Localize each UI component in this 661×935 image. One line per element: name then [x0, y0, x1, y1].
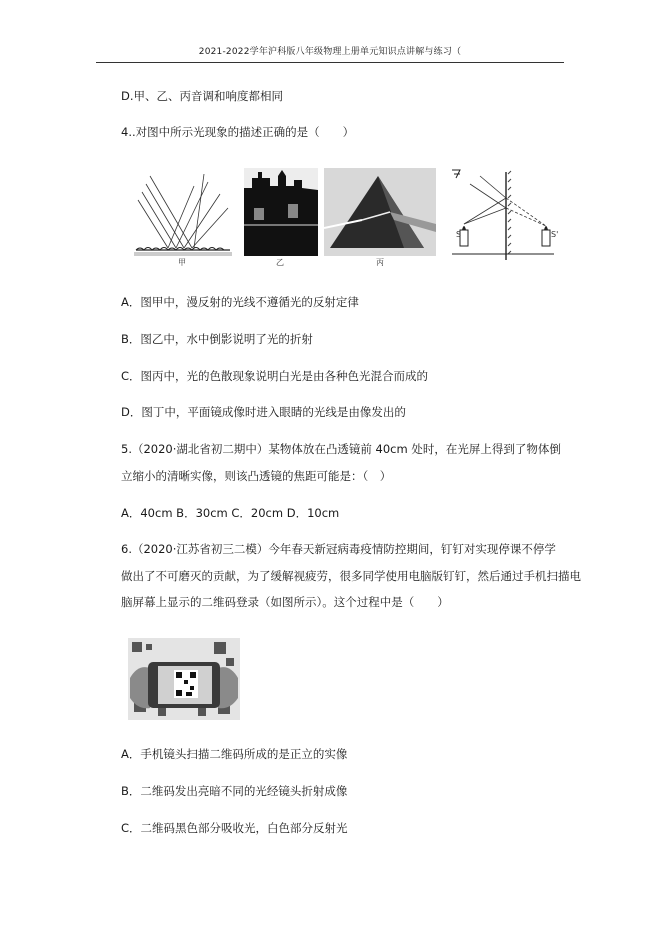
option-b-q4: B．图乙中，水中倒影说明了光的折射	[121, 332, 313, 346]
option-a-q6: A．手机镜头扫描二维码所成的是正立的实像	[121, 747, 348, 761]
light-phenomena-figure	[128, 168, 568, 268]
question-6-line-1: 6.（2020·江苏省初三二模）今年春天新冠病毒疫情防控期间，钉钉对实现停课不停学	[121, 542, 556, 556]
caption-bing: 丙	[376, 258, 384, 267]
water-reflection-figure	[244, 168, 318, 256]
question-6-line-2: 做出了不可磨灭的贡献，为了缓解视疲劳，很多同学使用电脑版钉钉，然后通过手机扫描电	[121, 569, 581, 583]
option-d-q4: D．图丁中，平面镜成像时进入眼睛的光线是由像发出的	[121, 405, 406, 419]
plane-mirror-figure	[450, 168, 559, 264]
option-b-q6: B．二维码发出亮暗不同的光经镜头折射成像	[121, 784, 348, 798]
question-6-line-3: 脑屏幕上显示的二维码登录（如图所示）。这个过程中是（ ）	[121, 595, 449, 609]
option-a-q4: A．图甲中，漫反射的光线不遵循光的反射定律	[121, 295, 359, 309]
page-header: 2021-2022学年沪科版八年级物理上册单元知识点讲解与练习（	[198, 47, 462, 57]
option-c-q4: C．图丙中，光的色散现象说明白光是由各种色光混合而成的	[121, 369, 429, 383]
phone-scanning-qr-photo	[128, 638, 240, 720]
question-5-line-2: 立缩小的清晰实像，则该凸透镜的焦距可能是：（ ）	[121, 469, 392, 483]
diffuse-reflection-figure	[134, 168, 232, 264]
question-5-line-1: 5.（2020·湖北省初二期中）某物体放在凸透镜前 40cm 处时，在光屏上得到了物体倒	[121, 442, 561, 456]
option-d-q3: D.甲、乙、丙音调和响度都相同	[121, 89, 284, 103]
question-4: 4..对图中所示光现象的描述正确的是（ ）	[121, 125, 355, 139]
caption-yi: 乙	[276, 258, 284, 267]
caption-jia: 甲	[178, 258, 186, 267]
caption-ding-s-prime: S'	[551, 230, 559, 239]
header-rule	[96, 62, 564, 63]
option-c-q6: C．二维码黑色部分吸收光，白色部分反射光	[121, 821, 348, 835]
caption-ding-s: S	[456, 230, 462, 239]
options-q5: A．40cm B．30cm C．20cm D．10cm	[121, 506, 340, 520]
dispersion-prism-figure	[324, 168, 436, 256]
